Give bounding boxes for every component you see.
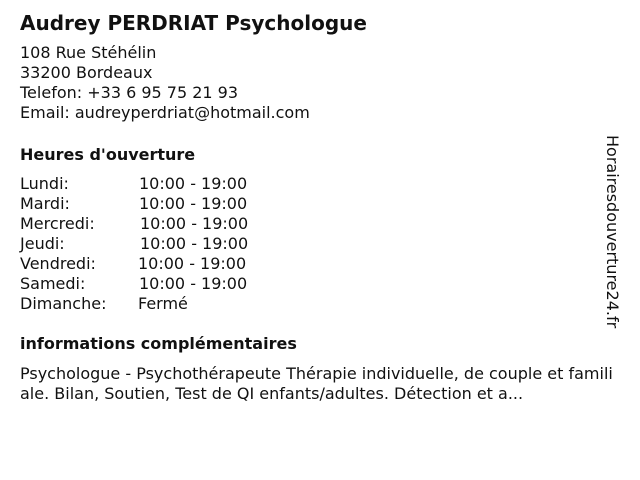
day-label: Mardi: [20,194,70,213]
day-label: Vendredi: [20,254,96,273]
time-value: 10:00 - 19:00 [139,194,248,213]
time-value: Fermé [138,294,188,313]
day-label: Samedi: [20,274,86,293]
time-value: 10:00 - 19:00 [140,234,249,253]
site-watermark: Horairesdouverture24.fr [603,135,622,329]
business-address [20,43,310,123]
time-value: 10:00 - 19:00 [138,254,247,273]
time-value: 10:00 - 19:00 [139,274,248,293]
opening-hours-heading: Heures d'ouverture [20,145,196,164]
email-address: Email: audreyperdriat@hotmail.com [20,103,310,122]
additional-info-heading: informations complémentaires [20,334,297,353]
time-value: 10:00 - 19:00 [140,214,249,233]
day-label: Jeudi: [20,234,65,253]
day-label: Lundi: [20,174,69,193]
time-value: 10:00 - 19:00 [139,174,248,193]
day-label: Mercredi: [20,214,95,233]
additional-info-text: Psychologue - Psychothérapeute Thérapie individuelle, de couple et familiale. Bilan, Soutien, Test de QI enfants/adultes. Détection et a... [20,364,613,403]
street-address: 108 Rue Stéhélin [20,43,157,62]
day-label: Dimanche: [20,294,107,313]
business-name: Audrey PERDRIAT Psychologue [20,11,367,35]
phone-number: Telefon: +33 6 95 75 21 93 [20,83,239,102]
city-postcode: 33200 Bordeaux [20,63,153,82]
